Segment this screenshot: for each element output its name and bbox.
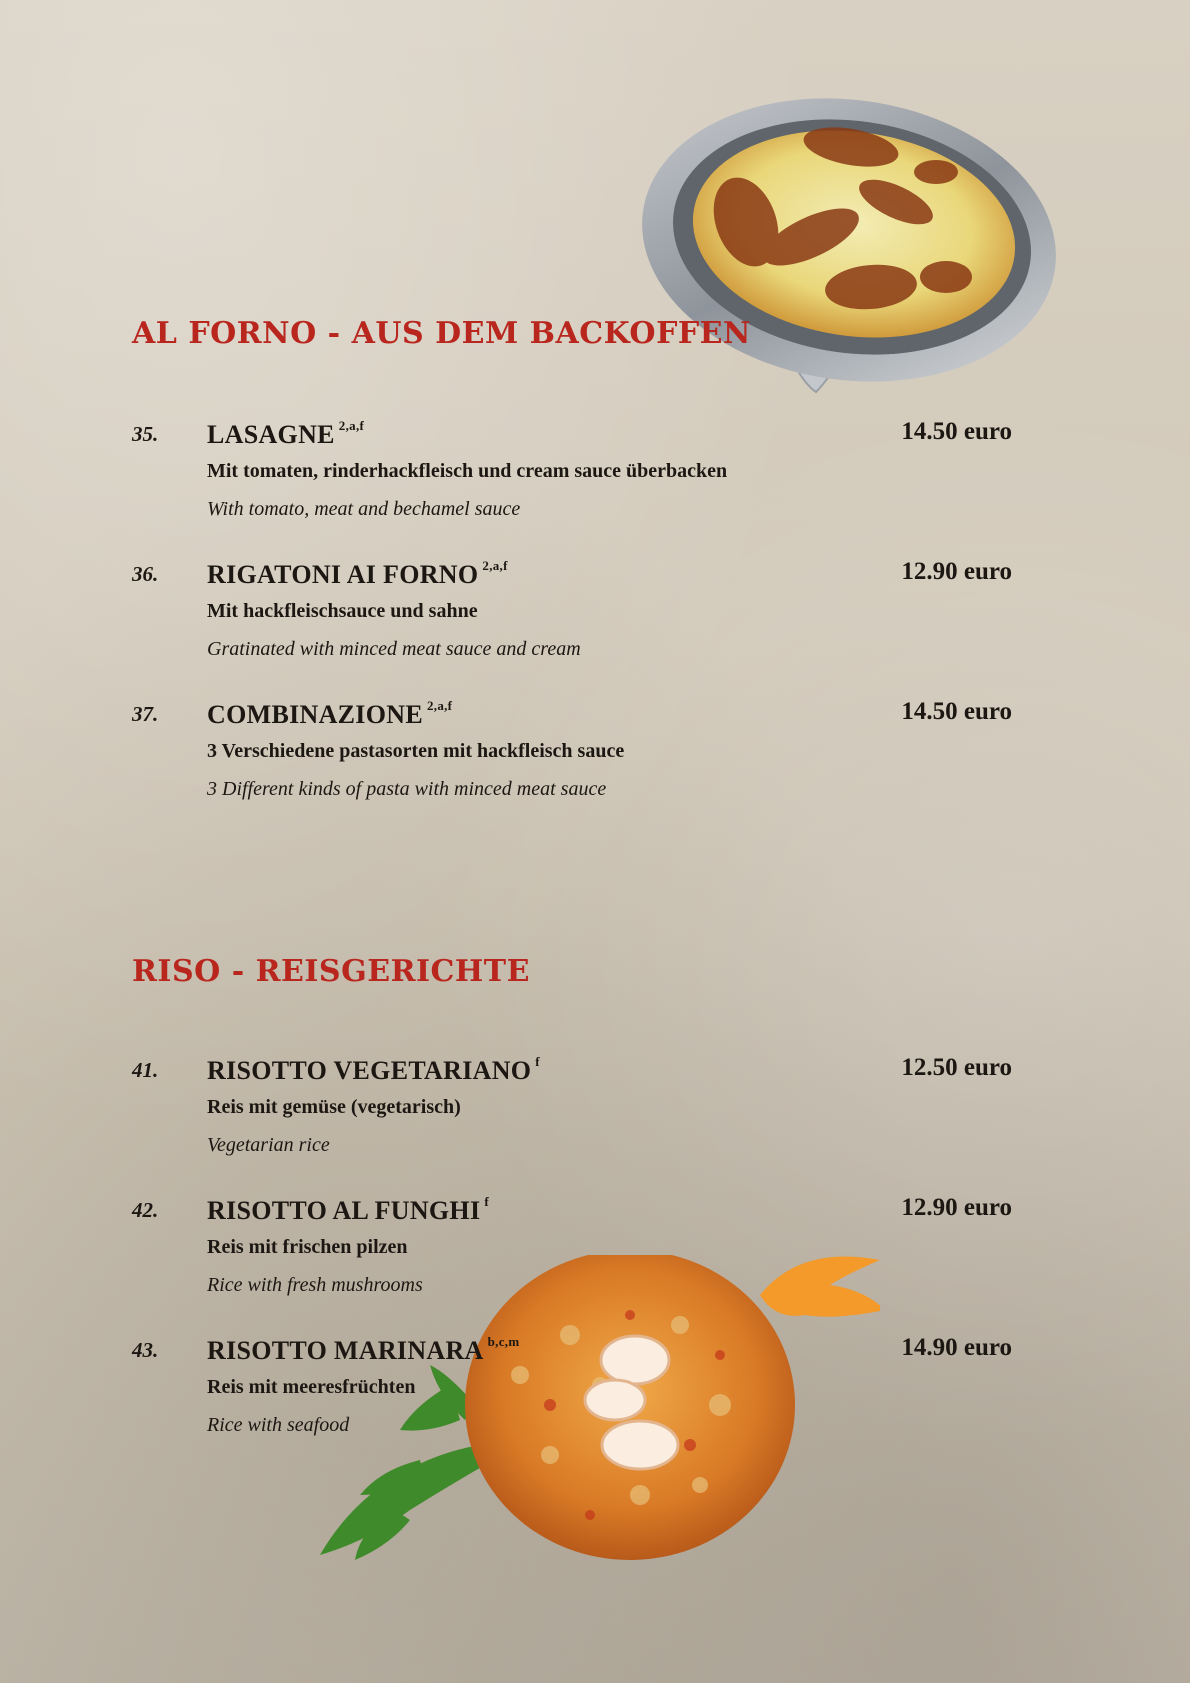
item-description-de: 3 Verschiedene pastasorten mit hackfleisch sauce xyxy=(207,740,625,762)
item-description-de: Reis mit meeresfrüchten xyxy=(207,1376,416,1398)
item-name: LASAGNE $^{2,a,f}$ xyxy=(207,418,365,449)
item-description-de: Mit hackfleischsauce und sahne xyxy=(207,600,478,622)
menu-item xyxy=(132,698,1012,818)
item-number: 41. xyxy=(132,1058,159,1082)
item-price: 14.90 euro xyxy=(901,1334,1012,1361)
item-description-de: Reis mit frischen pilzen xyxy=(207,1236,408,1258)
item-number: 35. xyxy=(132,422,159,446)
menu-item xyxy=(132,558,1012,678)
item-price: 12.90 euro xyxy=(901,1194,1012,1221)
item-description-de: Reis mit gemüse (vegetarisch) xyxy=(207,1096,461,1118)
allergen-codes: f xyxy=(484,1194,490,1209)
allergen-codes: f xyxy=(535,1054,540,1069)
item-name: RISOTTO VEGETARIANO $^f$ xyxy=(207,1054,540,1085)
item-description-en: 3 Different kinds of pasta with minced meat sauce xyxy=(207,778,607,800)
allergen-codes: b,c,m xyxy=(487,1334,520,1349)
item-price: 12.90 euro xyxy=(901,558,1012,585)
item-description-en: Rice with seafood xyxy=(207,1414,350,1436)
item-name: COMBINAZIONE $^{2,a,f}$ xyxy=(207,698,453,729)
menu-item xyxy=(132,1334,1012,1454)
item-number: 43. xyxy=(132,1338,159,1362)
lasagne-dish-photo xyxy=(636,92,1062,402)
allergen-codes: 2,a,f xyxy=(482,558,508,573)
item-description-en: Vegetarian rice xyxy=(207,1134,330,1156)
section-title: RISO - REISGERICHTE xyxy=(132,954,530,989)
menu-item xyxy=(132,1194,1012,1314)
item-name: RISOTTO AL FUNGHI $^f$ xyxy=(207,1194,490,1225)
item-price: 14.50 euro xyxy=(901,418,1012,445)
item-description-en: With tomato, meat and bechamel sauce xyxy=(207,498,521,520)
item-description-en: Rice with fresh mushrooms xyxy=(207,1274,423,1296)
section-title: AL FORNO - AUS DEM BACKOFFEN xyxy=(132,316,751,351)
item-price: 14.50 euro xyxy=(901,698,1012,725)
item-name: RISOTTO MARINARA $^{b,c,m}$ xyxy=(207,1334,520,1365)
allergen-codes: 2,a,f xyxy=(426,698,453,713)
item-price: 12.50 euro xyxy=(901,1054,1012,1081)
item-number: 42. xyxy=(132,1198,159,1222)
section-riso xyxy=(132,954,1012,989)
menu-item xyxy=(132,418,1012,538)
item-description-en: Gratinated with minced meat sauce and cream xyxy=(207,638,581,660)
item-number: 37. xyxy=(132,702,159,726)
menu-item xyxy=(132,1054,1012,1174)
item-description-de: Mit tomaten, rinderhackfleisch und cream sauce überbacken xyxy=(207,460,728,482)
allergen-codes: 2,a,f xyxy=(338,418,365,433)
item-name: RIGATONI AI FORNO $^{2,a,f}$ xyxy=(207,558,508,589)
item-number: 36. xyxy=(132,562,159,586)
section-al-forno xyxy=(132,316,1012,351)
